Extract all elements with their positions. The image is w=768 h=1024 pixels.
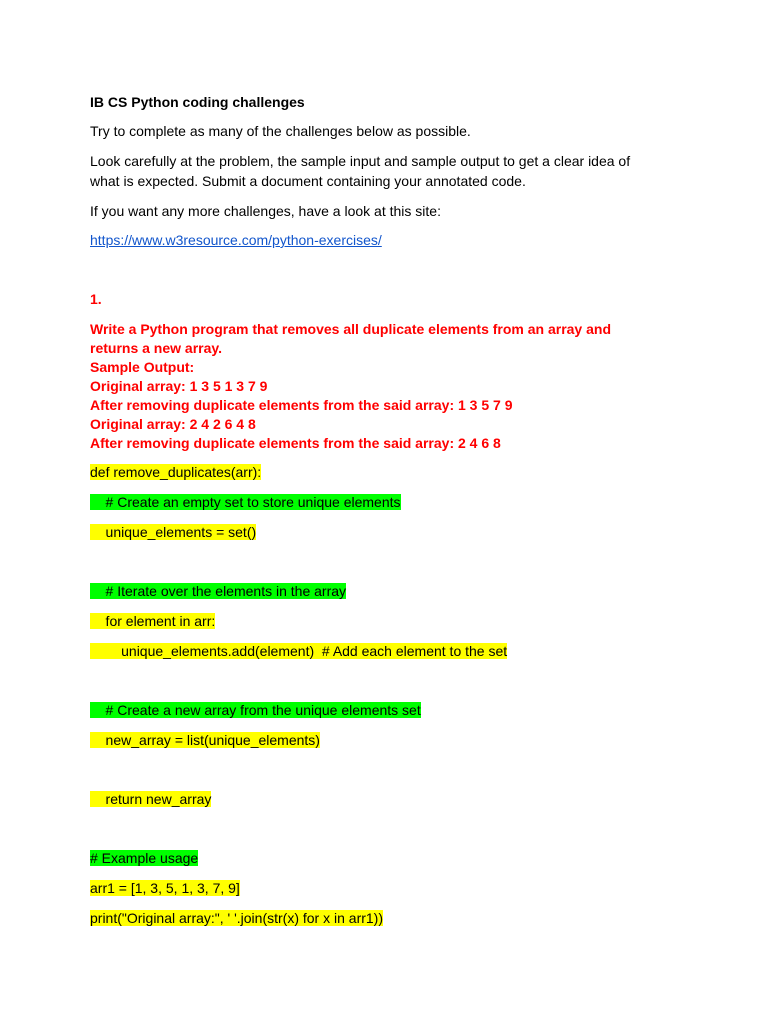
code-text: print("Original array:", ' '.join(str(x) for x in arr1))	[90, 910, 384, 926]
code-text: unique_elements = set()	[90, 524, 257, 540]
more-challenges-text: If you want any more challenges, have a look at this site:	[90, 203, 441, 219]
code-text: # Example usage	[90, 850, 199, 866]
code-line	[90, 879, 240, 898]
code-line	[90, 790, 211, 809]
w3resource-link[interactable]: https://www.w3resource.com/python-exercises/	[90, 232, 382, 248]
code-text: for element in arr:	[90, 613, 216, 629]
code-line	[90, 523, 256, 542]
code-comment-line	[90, 493, 401, 512]
code-text: # Create an empty set to store unique elements	[90, 494, 401, 510]
code-text: new_array = list(unique_elements)	[90, 732, 320, 748]
code-text: unique_elements.add(element) # Add each element to the set	[90, 643, 508, 659]
code-text: # Iterate over the elements in the array	[90, 583, 347, 599]
code-text: # Create a new array from the unique elements set	[90, 702, 421, 718]
code-comment-line	[90, 582, 346, 601]
code-line	[90, 642, 507, 661]
problem-line: Original array: 2 4 2 6 4 8	[90, 416, 256, 432]
code-text: arr1 = [1, 3, 5, 1, 3, 7, 9]	[90, 880, 240, 896]
problem-line: After removing duplicate elements from the said array: 1 3 5 7 9	[90, 397, 513, 413]
sample-output-heading: Sample Output:	[90, 359, 195, 375]
code-line	[90, 612, 215, 631]
problem-line: returns a new array.	[90, 340, 223, 356]
code-line	[90, 731, 320, 750]
intro-text: Try to complete as many of the challenges below as possible.	[90, 123, 471, 139]
code-line	[90, 463, 261, 482]
code-comment-line	[90, 849, 198, 868]
instructions-line-1: Look carefully at the problem, the sample input and sample output to get a clear idea of	[90, 153, 631, 169]
code-comment-line	[90, 701, 421, 720]
problem-line: Write a Python program that removes all duplicate elements from an array and	[90, 321, 612, 337]
code-text: return new_array	[90, 791, 212, 807]
problem-line: After removing duplicate elements from the said array: 2 4 6 8	[90, 435, 501, 451]
code-line	[90, 909, 383, 928]
code-text: def remove_duplicates(arr):	[90, 464, 262, 480]
problem-line: Original array: 1 3 5 1 3 7 9	[90, 378, 268, 394]
challenge-number: 1.	[90, 291, 102, 307]
instructions-line-2: what is expected. Submit a document containing your annotated code.	[90, 173, 526, 189]
document-title: IB CS Python coding challenges	[90, 94, 305, 110]
